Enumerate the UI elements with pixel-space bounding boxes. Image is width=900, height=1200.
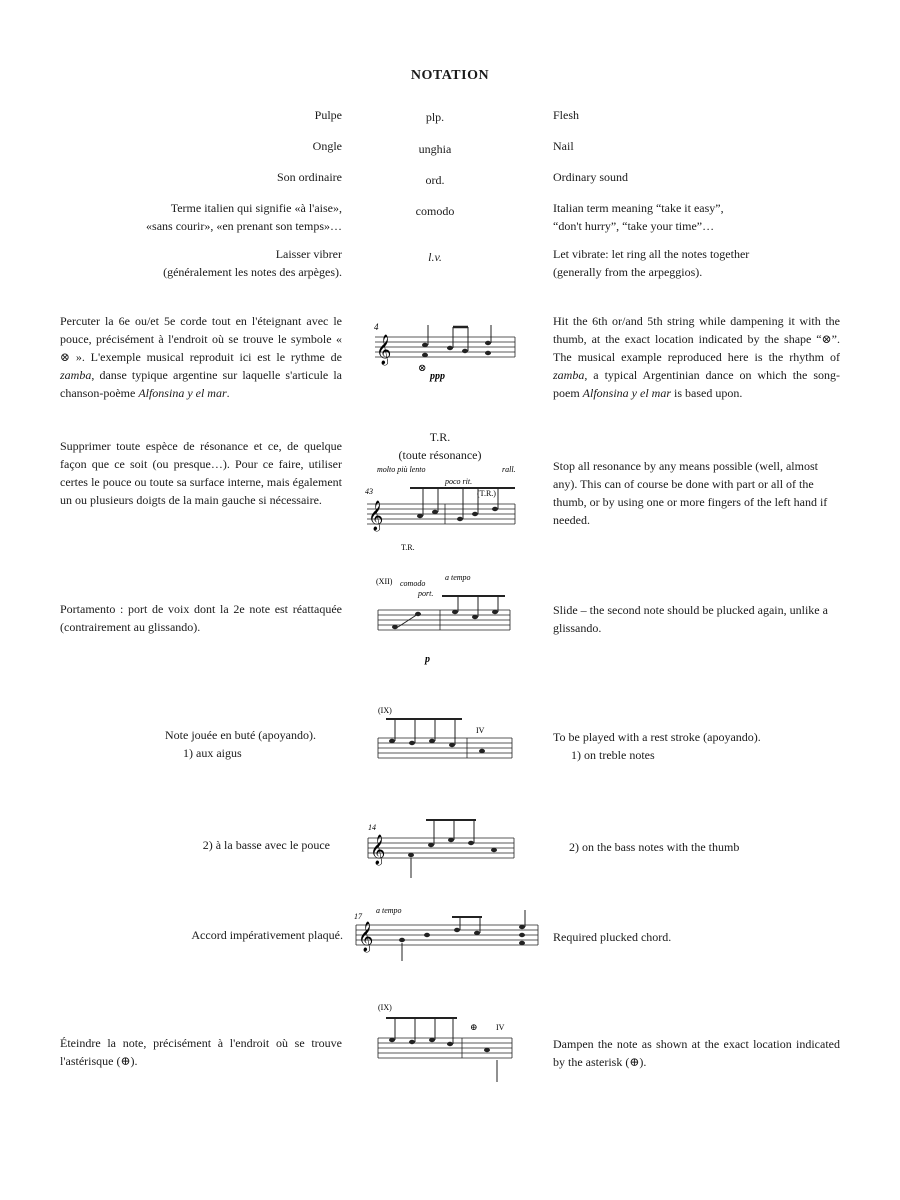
glossary-en-nail: Nail [553,139,574,153]
page-title: NOTATION [410,68,490,83]
portamento-fr: Portamento : port de voix dont la 2e note est réattaquée (contrairement au glissando). [60,602,342,634]
glossary-en-ordinary: Ordinary sound [553,170,628,184]
svg-text:a tempo: a tempo [376,906,402,915]
treble-clef-icon: 𝄞 [368,501,384,530]
dampen-x-icon: ⊗ [418,363,427,374]
glossary-en-comodo-line1: Italian term meaning “take it easy”, [553,201,724,215]
glossary-fr-lv [60,245,342,281]
glossary-abbr-comodo: comodo [415,204,455,218]
glossary-fr-son-ordinaire: Son ordinaire [277,170,342,184]
bass-music-excerpt [366,810,518,885]
glossary-fr-lv-line2: (généralement les notes des arpèges). [163,265,342,279]
percussion-dynamic: ppp [430,371,445,382]
svg-text:T.R.: T.R. [401,543,415,552]
percussion-music-excerpt [370,315,520,390]
svg-text:port.: port. [418,589,434,598]
tr-music-excerpt [365,464,520,556]
svg-text:molto più lento: molto più lento [377,465,426,474]
tr-fr: Supprimer toute espèce de résonance et ce, de quelque façon que ce soit (ou presque…). Pour ce faire, utiliser certes le pouce ou toute sa surface interne, mais également un ou plusieurs doigts de la main gauche si nécessaire. [60,439,342,507]
dampen-fr: Éteindre la note, précisément à l'endroit où se trouve l'astérisque (⊕). [60,1036,342,1068]
glossary-abbr-plp: plp. [425,110,445,124]
tr-en: Stop all resonance by any means possible (well, almost any). This can of course be done with part or all of the thumb, or by using one or more fingers of the left hand if needed. [553,459,828,527]
treble-clef-icon: 𝄞 [376,335,392,364]
apoyando-en: To be played with a rest stroke (apoyando). 1) on treble notes [553,730,761,762]
glossary-fr-comodo [60,199,342,235]
svg-text:poco rit.: poco rit. [445,477,473,486]
glossary-fr-comodo-line2: «sans courir», «en prenant son temps»… [146,219,342,233]
apoyando-fr: Note jouée en buté (apoyando). 1) aux aigus [165,728,316,760]
chord-music-excerpt [352,905,542,973]
glossary-fr-pulpe: Pulpe [314,108,342,122]
svg-text:14: 14 [368,823,376,832]
tr-label: T.R. (toute résonance) [398,430,482,462]
svg-text:17: 17 [354,912,362,921]
svg-text:p: p [425,654,430,665]
glossary-en-comodo [553,199,853,235]
glossary-en-flesh: Flesh [553,108,580,122]
glossary-abbr-unghia: unghia [418,142,452,156]
percussion-en: Hit the 6th or/and 5th string while dampening it with the thumb, at the exact location indicated by the shape “⊗”. The musical example reproduced here is the rhythm of zamba, a typical Argentinian dance on which the song-poem Alfonsina y el mar is based upon. [553,314,840,400]
percussion-measure-number: 4 [374,322,379,332]
bass-en: 2) on the bass notes with the thumb [569,840,740,854]
glossary-fr-comodo-line1: Terme italien qui signifie «à l'aise», [170,201,342,215]
glossary-fr-lv-line1: Laisser vibrer [275,247,342,261]
glossary-en-comodo-line2: “don't hurry”, “take your time”… [553,219,715,233]
svg-text:(IX): (IX) [378,706,392,715]
svg-text:IV: IV [496,1023,505,1032]
glossary-abbr-ord: ord. [425,173,445,187]
chord-en: Required plucked chord. [553,930,672,944]
svg-text:43: 43 [365,487,373,496]
portamento-en: Slide – the second note should be plucked again, unlike a glissando. [553,603,828,635]
treble-clef-icon: 𝄞 [370,835,386,864]
svg-text:(XII): (XII) [376,577,393,586]
portamento-music-excerpt [370,572,515,667]
glossary-en-lv [553,245,853,281]
svg-text:(IX): (IX) [378,1003,392,1012]
glossary-en-lv-line1: Let vibrate: let ring all the notes together [553,247,750,261]
svg-text:a tempo: a tempo [445,573,471,582]
percussion-fr: Percuter la 6e ou/et 5e corde tout en l'éteignant avec le pouce, précisément à l'endroit où se trouve le symbole « ⊗ ». L'exemple musical reproduit ici est le rythme de zamba, danse typique argentine sur laquelle s'articule la chanson-poème Alfonsina y el mar. [60,314,342,400]
dampen-en: Dampen the note as shown at the exact location indicated by the asterisk (⊕). [553,1037,840,1069]
apoyando-music-excerpt [372,703,517,783]
glossary-fr-ongle: Ongle [312,139,342,153]
glossary-en-lv-line2: (generally from the arpeggios). [553,265,703,279]
dampen-music-excerpt [372,1000,517,1085]
dampen-asterisk-icon: ⊕ [470,1022,478,1032]
glossary-abbr-lv: l.v. [428,250,442,264]
svg-text:(T.R.): (T.R.) [477,489,496,498]
svg-text:IV: IV [476,726,485,735]
bass-fr: 2) à la basse avec le pouce [202,838,330,852]
treble-clef-icon: 𝄞 [358,922,374,951]
svg-text:rall.: rall. [502,465,516,474]
svg-text:comodo: comodo [400,579,426,588]
chord-fr: Accord impérativement plaqué. [191,928,343,942]
